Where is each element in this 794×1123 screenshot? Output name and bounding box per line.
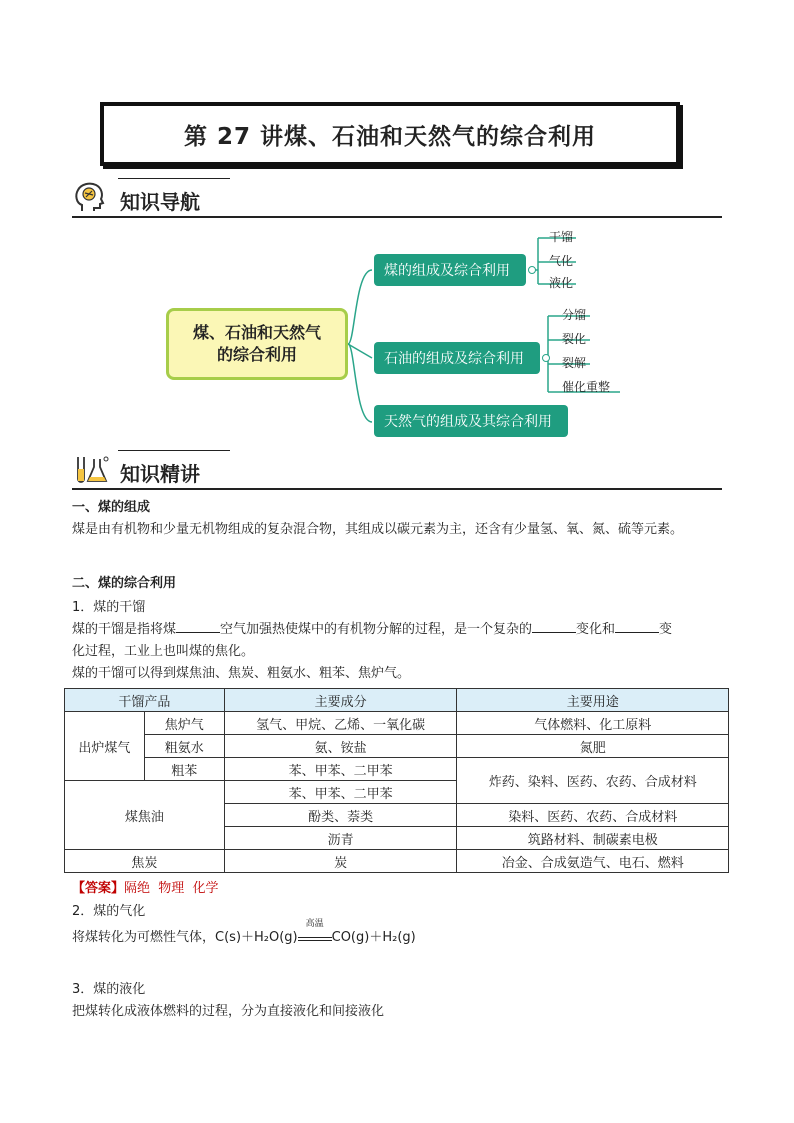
table-cell: 气体燃料、化工原料 <box>457 712 729 735</box>
fill-blank <box>176 620 220 633</box>
mindmap-collapse-dot <box>542 354 550 362</box>
table-row <box>65 758 729 781</box>
table-header-row <box>65 689 729 712</box>
mindmap-leaf: 干馏 <box>549 230 574 244</box>
answer-tag: 【答案】 <box>72 881 125 896</box>
mindmap-root <box>166 308 348 380</box>
table-row <box>65 735 729 758</box>
mindmap-root-line1: 煤、石油和天然气 <box>192 323 321 342</box>
table-row <box>65 850 729 873</box>
answer-line <box>72 877 219 896</box>
coal-composition-text: 煤是由有机物和少量无机物组成的复杂混合物，其组成以碳元素为主，还含有少量氢、氧、氮、硫等元素。 <box>72 522 684 537</box>
subheading-gasification: 2．煤的气化 <box>72 904 146 919</box>
dry-distillation-products: 煤的干馏可以得到煤焦油、焦炭、粗氨水、粗苯、焦炉气。 <box>72 666 411 681</box>
table-cell: 沥青 <box>224 827 457 850</box>
reaction-condition: 高温 <box>298 928 332 941</box>
section-label: 知识精讲 <box>120 462 200 486</box>
fill-blank <box>615 620 659 633</box>
section-label: 知识导航 <box>120 190 200 214</box>
mindmap-connectors <box>0 0 794 460</box>
mindmap-leaf: 分馏 <box>562 308 587 322</box>
section-header-lecture <box>72 450 722 490</box>
dry-distillation-text-2: 化过程，工业上也叫煤的焦化。 <box>72 644 255 659</box>
table-cell: 粗氨水 <box>144 735 224 758</box>
table-cell: 煤焦油 <box>65 781 225 850</box>
table-cell: 苯、甲苯、二甲苯 <box>224 758 457 781</box>
table-cell: 炭 <box>224 850 457 873</box>
equation-right: CO(g)＋H₂(g) <box>331 930 416 945</box>
mindmap-branch-oil: 石油的组成及综合利用 <box>374 342 540 374</box>
mindmap-branch-gas: 天然气的组成及其综合利用 <box>374 405 568 437</box>
subheading-liquefaction: 3．煤的液化 <box>72 982 146 997</box>
table-header-cell: 干馏产品 <box>65 689 225 712</box>
table-cell: 炸药、染料、医药、农药、合成材料 <box>457 758 729 804</box>
answer-value: 隔绝 物理 化学 <box>124 881 219 896</box>
fill-blank <box>532 620 576 633</box>
table-cell: 筑路材料、制碳素电极 <box>457 827 729 850</box>
table-cell: 焦炭 <box>65 850 225 873</box>
table-header-cell: 主要用途 <box>457 689 729 712</box>
mindmap-branch-coal: 煤的组成及综合利用 <box>374 254 526 286</box>
mindmap-leaf: 液化 <box>549 276 574 290</box>
heading-coal-composition: 一、煤的组成 <box>72 500 151 515</box>
table-cell: 苯、甲苯、二甲苯 <box>224 781 457 804</box>
mindmap-collapse-dot <box>528 266 536 274</box>
table-cell: 粗苯 <box>144 758 224 781</box>
table-cell: 氢气、甲烷、乙烯、一氧化碳 <box>224 712 457 735</box>
subheading-dry-distillation: 1．煤的干馏 <box>72 600 146 615</box>
table-cell: 染料、医药、农药、合成材料 <box>457 804 729 827</box>
mindmap-leaf: 催化重整 <box>562 380 611 394</box>
lab-flask-icon <box>72 453 112 487</box>
table-cell: 氮肥 <box>457 735 729 758</box>
table-cell: 冶金、合成氨造气、电石、燃料 <box>457 850 729 873</box>
dry-distillation-text: 煤的干馏是指将煤 空气加强热使煤中的有机物分解的过程，是一个复杂的 变化和 变 <box>72 622 673 637</box>
table-header-cell: 主要成分 <box>224 689 457 712</box>
heading-coal-utilization: 二、煤的综合利用 <box>72 576 177 591</box>
liquefaction-text: 把煤转化成液体燃料的过程，分为直接液化和间接液化 <box>72 1004 385 1019</box>
mindmap-leaf: 裂化 <box>562 332 587 346</box>
table-cell: 氨、铵盐 <box>224 735 457 758</box>
table-cell: 出炉煤气 <box>65 712 145 781</box>
table-cell: 焦炉气 <box>144 712 224 735</box>
equation-left: C(s)＋H₂O(g) <box>215 930 298 945</box>
gasification-text: 将煤转化为可燃性气体，C(s)＋H₂O(g) 高温 CO(g)＋H₂(g) <box>72 919 416 945</box>
page-title: 第 27 讲煤、石油和天然气的综合利用 <box>183 123 597 150</box>
mindmap-leaf: 气化 <box>549 254 574 268</box>
mindmap-root-line2: 的综合利用 <box>216 345 297 364</box>
table-row <box>65 712 729 735</box>
mindmap-leaf: 裂解 <box>562 356 587 370</box>
products-table <box>64 688 729 873</box>
table-cell: 酚类、萘类 <box>224 804 457 827</box>
